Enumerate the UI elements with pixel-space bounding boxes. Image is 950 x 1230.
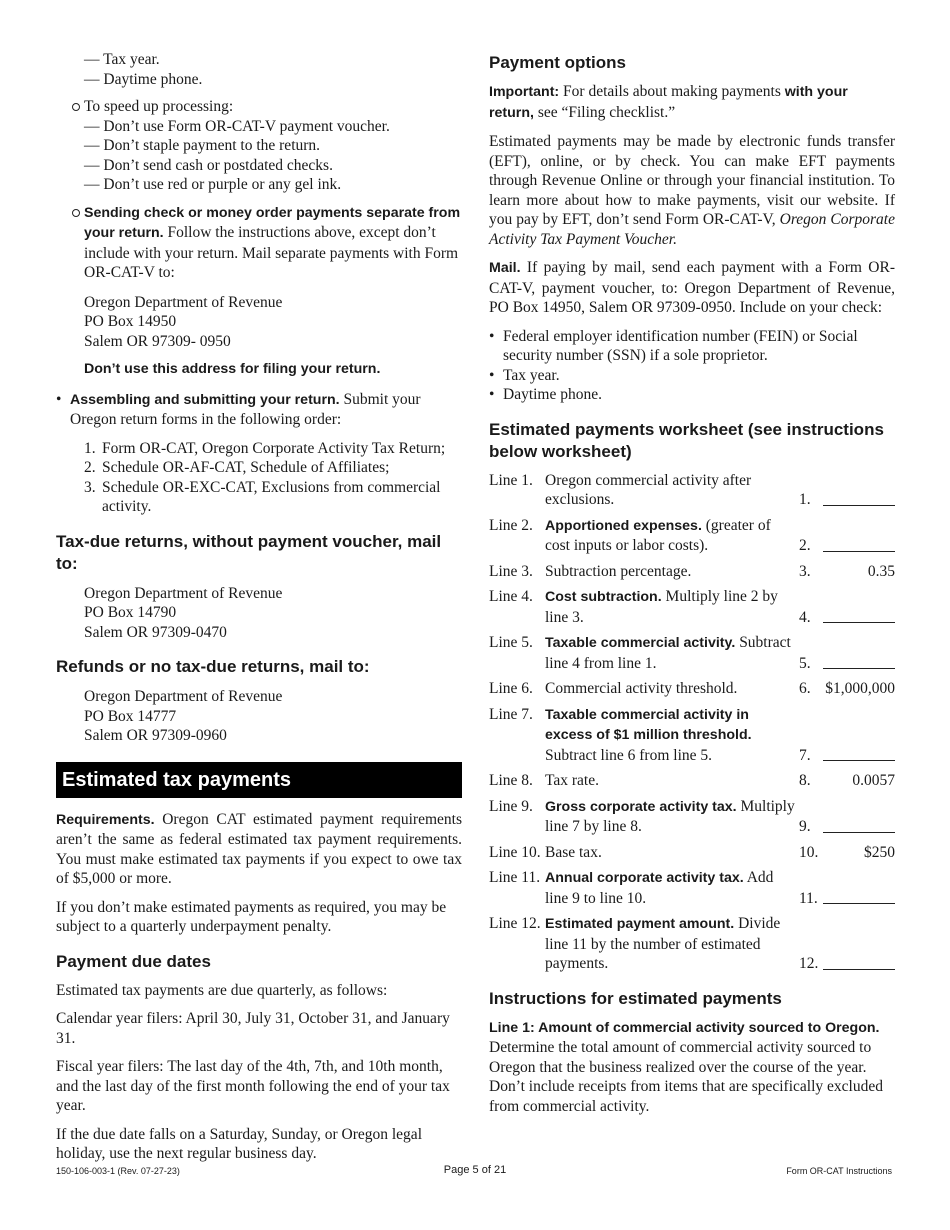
worksheet-row [489,843,895,863]
worksheet-heading: Estimated payments worksheet (see instructions below worksheet) [489,419,884,461]
worksheet-line-desc: Divide line 11 by the number of estimated payments. [545,915,781,972]
worksheet-line-desc: Add line 9 to line 10. [545,869,774,907]
worksheet-row [489,771,895,791]
worksheet-value-cell [799,516,895,556]
line1-text: Determine the total amount of commercial activity sourced to Oregon that the business realized over the course of the year. Don’t include receipts from items that are specifically excluded from commercial activity. [489,1039,883,1115]
worksheet-blank [823,653,895,669]
check-item: • Daytime phone. [489,385,895,405]
speed-processing-item [56,97,462,195]
dash-line: — Daytime phone. [84,70,203,88]
worksheet-line-number: 1. [799,491,811,508]
worksheet-value-cell [799,587,895,627]
important-bold-2: with your return, [489,84,848,121]
worksheet-line-text [545,587,799,627]
worksheet-line-desc: Subtract line 6 from line 5. [545,746,713,764]
mail-bold: Mail. [489,260,521,276]
important-text-2: see “Filing checklist.” [533,103,676,121]
worksheet-line-text [545,771,799,791]
footer-form-title: Form OR-CAT Instructions [786,1166,892,1176]
taxdue-address [56,584,462,643]
address-line: Salem OR 97309-0960 [84,727,227,744]
separate-payment-item [56,203,462,380]
worksheet-line-number: 7. [799,746,811,764]
penalty-paragraph: If you don’t make estimated payments as required, you may be subject to a quarterly underpayment penalty. [56,898,447,935]
list-number: 3. [84,478,96,496]
assemble-list [56,439,462,517]
worksheet-value-cell [799,771,895,791]
worksheet-line-label: Line 12. [489,915,541,932]
worksheet-line-bold: Gross corporate activity tax. [545,798,737,815]
eft-italic: Oregon Corporate Activity Tax Payment Voucher. [489,211,895,248]
worksheet-value-cell [799,679,895,699]
worksheet-line-bold: Taxable commercial activity in excess of $1 million threshold. [545,706,752,743]
worksheet-row [489,868,895,908]
speed-items [84,117,462,195]
worksheet-value: 0.0057 [852,772,895,789]
separate-bold: Sending check or money order payments separate from your return. [84,204,461,241]
check-item: • Tax year. [489,366,895,386]
worksheet [489,471,895,974]
requirements-paragraph [56,810,462,889]
worksheet-value: $1,000,000 [825,680,895,697]
address-line: Oregon Department of Revenue [84,688,283,705]
address-line: Oregon Department of Revenue [84,293,283,311]
worksheet-line-bold: Annual corporate activity tax. [545,870,744,886]
top-dash-list [56,50,462,89]
worksheet-line-label: Line 7. [489,705,533,723]
worksheet-line-number: 5. [799,654,811,672]
worksheet-line-text [545,705,799,766]
worksheet-blank [823,536,895,552]
worksheet-line-text [545,633,799,673]
worksheet-value-cell [799,914,895,974]
worksheet-line-desc: Multiply line 2 by line 3. [545,588,778,626]
worksheet-value-cell [799,471,895,510]
worksheet-row [489,471,895,510]
eft-paragraph [489,132,895,249]
worksheet-row [489,679,895,699]
worksheet-line-label: Line 3. [489,562,533,580]
address-line: Salem OR 97309-0470 [84,623,227,641]
worksheet-line-bold: Estimated payment amount. [545,916,735,932]
assemble-bold: Assembling and submitting your return. [70,391,340,408]
worksheet-line-desc: Subtract line 4 from line 1. [545,634,791,672]
address-line: PO Box 14777 [84,707,177,725]
check-items [489,327,895,405]
mail-paragraph [489,258,895,318]
worksheet-line-number: 12. [799,955,819,972]
worksheet-line-desc: Subtraction percentage. [545,562,692,580]
important-bold: Important: [489,84,560,100]
worksheet-line-bold: Cost subtraction. [545,589,662,605]
worksheet-line-bold: Apportioned expenses. [545,517,702,534]
worksheet-blank [823,490,895,506]
worksheet-line-label: Line 11. [489,869,541,886]
mail-text: If paying by mail, send each payment with a Form OR-CAT-V, payment voucher, to: Oregon Department of Revenue, PO Box 14950, Salem OR 97309-0950. Include on your check: [489,259,895,316]
worksheet-value-cell [799,843,895,863]
worksheet-line-text [545,843,799,863]
worksheet-row [489,587,895,627]
list-number: 1. [84,439,96,457]
requirements-text: Oregon CAT estimated payment requirements aren’t the same as federal estimated tax payment requirements. You must make estimated tax payments if you expect to owe tax of $5,000 or more. [56,810,462,887]
worksheet-row [489,516,895,556]
worksheet-line-number: 9. [799,818,811,835]
eft-text: Estimated payments may be made by electronic funds transfer (EFT), online, or by check. You can make EFT payments through Revenue Online or through your financial institution. To learn more about how to make payments, visit our website. If you pay by EFT, don’t send Form OR-CAT-V, [489,133,895,228]
worksheet-line-label: Line 5. [489,634,533,651]
footer-form-number: 150-106-003-1 (Rev. 07-27-23) [56,1166,180,1176]
worksheet-line-desc: Tax rate. [545,772,599,789]
dash-line: — Tax year. [84,51,160,68]
list-text: Schedule OR-AF-CAT, Schedule of Affiliates; [102,459,390,476]
worksheet-line-text [545,679,799,699]
worksheet-line-desc: Base tax. [545,843,602,861]
assemble-text: Submit your Oregon return forms in the following order: [70,390,421,428]
worksheet-line-number: 10. [799,843,819,861]
check-item: • Federal employer identification number (FEIN) or Social security number (SSN) if a sole proprietor. [489,327,895,366]
due-paragraph-4: If the due date falls on a Saturday, Sunday, or Oregon legal holiday, use the next regular business day. [56,1125,422,1162]
speed-item: — Don’t use Form OR-CAT-V payment voucher. [84,117,390,135]
worksheet-line-text [545,471,799,510]
worksheet-blank [823,745,895,761]
speed-item: — Don’t staple payment to the return. [84,137,321,154]
worksheet-value-cell [799,562,895,582]
separate-warning: Don’t use this address for filing your return. [84,361,381,377]
estimated-tax-banner: Estimated tax payments [56,762,462,798]
due-dates-heading: Payment due dates [56,951,211,971]
due-paragraph-1: Estimated tax payments are due quarterly, as follows: [56,981,388,999]
important-paragraph [489,82,895,123]
worksheet-line-number: 6. [799,680,811,697]
assemble-list-item [56,478,462,517]
list-number: 2. [84,459,96,476]
worksheet-line-bold: Taxable commercial activity. [545,635,736,651]
worksheet-row [489,562,895,582]
address-line: PO Box 14790 [84,604,177,621]
list-text: Schedule OR-EXC-CAT, Exclusions from commercial activity. [102,478,441,515]
worksheet-blank [823,817,895,833]
separate-address [84,293,462,352]
worksheet-value-cell [799,868,895,908]
line1-instruction [489,1018,895,1117]
worksheet-line-number: 8. [799,772,811,789]
worksheet-value: $250 [864,843,895,861]
worksheet-line-text [545,797,799,837]
requirements-bold: Requirements. [56,811,155,828]
refund-address [56,687,462,746]
assemble-item [56,390,462,430]
worksheet-line-text [545,516,799,556]
address-line: Salem OR 97309- 0950 [84,332,231,350]
address-line: Oregon Department of Revenue [84,584,283,602]
speed-intro: To speed up processing: [84,98,234,115]
worksheet-value-cell [799,705,895,766]
worksheet-line-number: 2. [799,537,811,554]
worksheet-line-number: 3. [799,562,811,580]
worksheet-row [489,705,895,766]
worksheet-line-number: 11. [799,889,818,907]
important-text-1: For details about making payments [559,83,785,100]
worksheet-line-label: Line 9. [489,797,533,815]
worksheet-line-text [545,914,799,974]
worksheet-row [489,633,895,673]
worksheet-line-label: Line 8. [489,772,533,789]
worksheet-line-desc: Oregon commercial activity after exclusions. [545,471,752,508]
left-column [56,50,462,1173]
address-line: PO Box 14950 [84,313,177,330]
list-text: Form OR-CAT, Oregon Corporate Activity Tax Return; [102,439,446,457]
speed-item: — Don’t use red or purple or any gel ink. [84,176,342,193]
payment-options-heading: Payment options [489,53,626,72]
due-paragraph-2: Calendar year filers: April 30, July 31, October 31, and January 31. [56,1010,450,1047]
worksheet-line-label: Line 2. [489,516,533,534]
worksheet-line-label: Line 4. [489,588,533,605]
worksheet-value: 0.35 [867,562,895,580]
worksheet-row [489,914,895,974]
worksheet-line-desc: (greater of cost inputs or labor costs). [545,516,771,554]
worksheet-line-text [545,868,799,908]
worksheet-blank [823,607,895,623]
worksheet-line-number: 4. [799,608,811,626]
worksheet-blank [823,954,895,970]
instructions-heading: Instructions for estimated payments [489,988,782,1008]
worksheet-row [489,797,895,837]
worksheet-line-label: Line 6. [489,680,533,697]
worksheet-line-label: Line 1. [489,471,533,489]
footer-page-number: Page 5 of 21 [443,1164,507,1176]
worksheet-blank [823,888,895,904]
separate-text: Follow the instructions above, except don’t include with your return. Mail separate payments with Form OR-CAT-V to: [84,224,459,281]
due-paragraph-3: Fiscal year filers: The last day of the 4th, 7th, and 10th month, and the last day of the first month following the end of your tax year. [56,1058,450,1114]
right-column [489,50,895,1125]
line1-bold: Line 1: Amount of commercial activity sourced to Oregon. [489,1019,880,1036]
assemble-list-item [56,458,462,478]
worksheet-line-text [545,562,799,582]
assemble-list-item [56,439,462,459]
worksheet-line-desc: Multiply line 7 by line 8. [545,797,795,835]
worksheet-value-cell [799,797,895,837]
worksheet-value-cell [799,633,895,673]
refund-heading: Refunds or no tax-due returns, mail to: [56,657,370,676]
taxdue-heading: Tax-due returns, without payment voucher, mail to: [56,531,442,573]
worksheet-line-desc: Commercial activity threshold. [545,680,738,697]
speed-item: — Don’t send cash or postdated checks. [84,156,333,174]
worksheet-line-label: Line 10. [489,843,541,861]
